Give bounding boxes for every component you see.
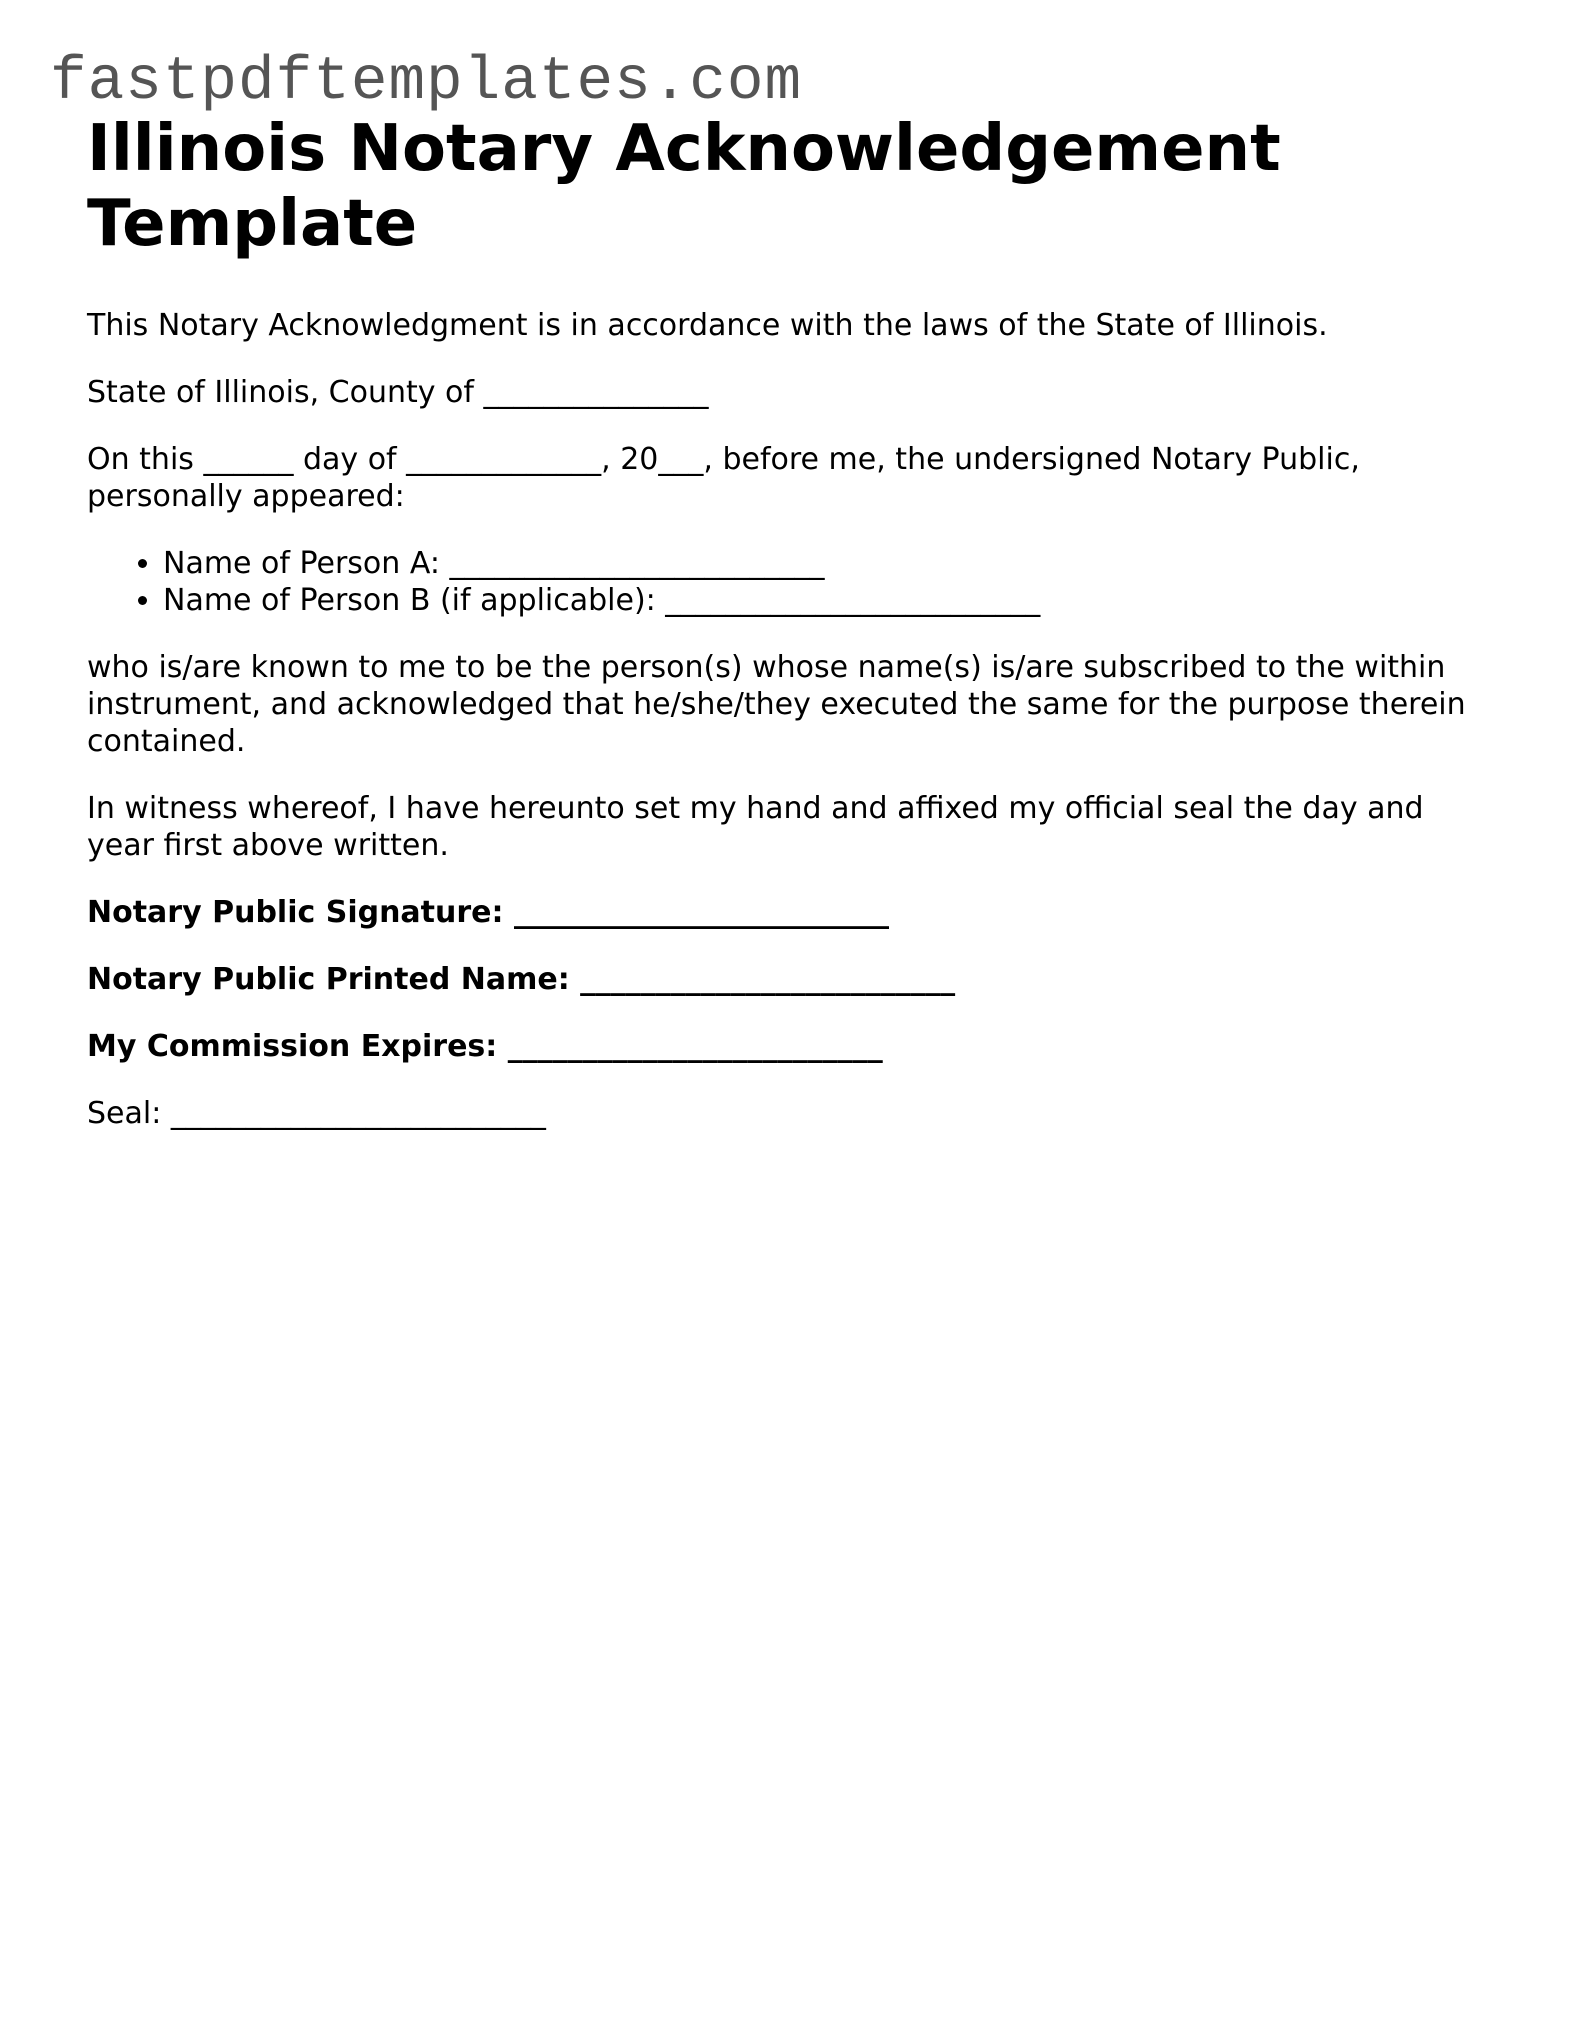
- intro-paragraph: This Notary Acknowledgment is in accordance with the laws of the State of Illinois.: [87, 308, 1328, 343]
- persons-list: [87, 545, 1487, 619]
- witness-paragraph: In witness whereof, I have hereunto set my hand and affixed my official seal the day and year first above written.: [87, 791, 1424, 863]
- county-line: State of Illinois, County of _______________: [87, 375, 709, 410]
- known-paragraph: who is/are known to me to be the person(s) whose name(s) is/are subscribed to the within instrument, and acknowledged that he/she/they executed the same for the purpose therein contained.: [87, 650, 1466, 759]
- seal-line: Seal: _________________________: [87, 1096, 546, 1131]
- document-title: Illinois Notary Acknowledgement Template: [87, 112, 1281, 261]
- appearance-paragraph: On this ______ day of _____________, 20___, before me, the undersigned Notary Public, personally appeared:: [87, 442, 1360, 514]
- list-item-person-b: • Name of Person B (if applicable): _________________________: [163, 582, 1487, 619]
- commission-expires-line: My Commission Expires: _________________________: [87, 1029, 883, 1064]
- list-item-person-a: • Name of Person A: _________________________: [163, 545, 1487, 582]
- document-body: [87, 112, 1487, 1132]
- watermark: fastpdftemplates.com: [50, 48, 803, 117]
- printed-name-line: Notary Public Printed Name: _________________________: [87, 962, 956, 997]
- signature-line: Notary Public Signature: _________________________: [87, 895, 889, 930]
